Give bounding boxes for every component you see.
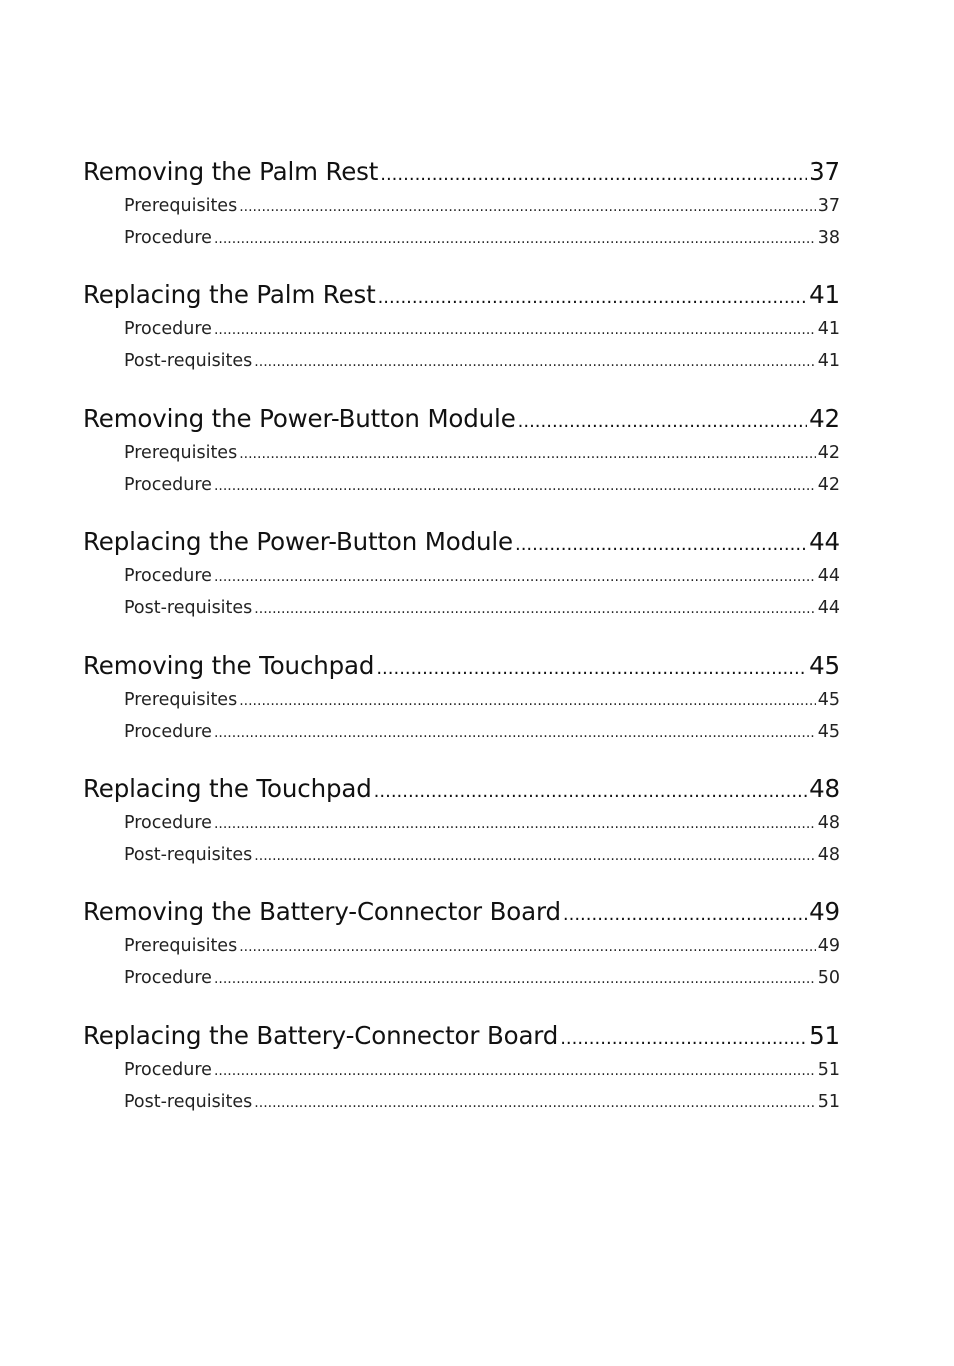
toc-subentry[interactable] bbox=[83, 313, 840, 345]
toc-section bbox=[83, 153, 840, 276]
subentry-label: Prerequisites bbox=[124, 196, 238, 216]
subentry-label: Procedure bbox=[124, 319, 212, 340]
page-number: 44 bbox=[817, 598, 840, 619]
dot-leader bbox=[254, 840, 815, 872]
dot-leader bbox=[214, 314, 816, 346]
subentry-label: Post-requisites bbox=[124, 1091, 253, 1112]
page-number: 49 bbox=[809, 897, 840, 927]
toc-subentry[interactable] bbox=[83, 807, 840, 839]
subentry-label: Prerequisites bbox=[124, 936, 238, 957]
dot-leader bbox=[254, 593, 815, 625]
section-title: Replacing the Battery-Connector Board bbox=[83, 1020, 559, 1050]
section-title: Removing the Touchpad bbox=[83, 650, 375, 680]
section-title: Removing the Battery-Connector Board bbox=[83, 897, 561, 927]
toc-section bbox=[83, 770, 840, 893]
page-number: 49 bbox=[817, 936, 840, 957]
dot-leader bbox=[254, 1087, 815, 1119]
page-number: 41 bbox=[817, 351, 840, 372]
page-number: 37 bbox=[809, 157, 840, 186]
dot-leader bbox=[214, 717, 816, 749]
toc-section-heading[interactable] bbox=[83, 153, 840, 190]
toc-section bbox=[83, 276, 840, 399]
toc-section bbox=[83, 647, 840, 770]
toc-subentry[interactable] bbox=[83, 930, 840, 962]
section-title: Replacing the Palm Rest bbox=[83, 280, 376, 310]
dot-leader bbox=[560, 1020, 807, 1057]
toc-subentry[interactable] bbox=[83, 437, 840, 469]
dot-leader bbox=[518, 403, 807, 440]
dot-leader bbox=[214, 470, 816, 502]
subentry-label: Procedure bbox=[124, 812, 212, 833]
toc-section-heading[interactable] bbox=[83, 1017, 840, 1054]
toc-subentry[interactable] bbox=[83, 345, 840, 377]
toc-section bbox=[83, 1017, 840, 1140]
page-number: 50 bbox=[817, 968, 840, 989]
dot-leader bbox=[239, 931, 816, 963]
toc-subentry[interactable] bbox=[83, 1054, 840, 1086]
table-of-contents bbox=[83, 153, 840, 1140]
toc-subentry[interactable] bbox=[83, 716, 840, 748]
dot-leader bbox=[380, 156, 807, 193]
subentry-label: Procedure bbox=[124, 721, 212, 742]
toc-section-heading[interactable] bbox=[83, 647, 840, 684]
page-number: 38 bbox=[817, 228, 840, 248]
toc-subentry[interactable] bbox=[83, 962, 840, 994]
dot-leader bbox=[254, 346, 815, 378]
subentry-label: Post-requisites bbox=[124, 351, 253, 372]
subentry-label: Post-requisites bbox=[124, 844, 253, 865]
page-number: 41 bbox=[817, 319, 840, 340]
subentry-label: Procedure bbox=[124, 566, 212, 587]
page-number: 44 bbox=[817, 566, 840, 587]
page-number: 37 bbox=[817, 196, 840, 216]
toc-subentry[interactable] bbox=[83, 190, 840, 222]
dot-leader bbox=[214, 561, 816, 593]
subentry-label: Procedure bbox=[124, 968, 212, 989]
page-number: 41 bbox=[809, 280, 840, 310]
section-title: Removing the Power-Button Module bbox=[83, 403, 516, 433]
toc-section-heading[interactable] bbox=[83, 400, 840, 437]
subentry-label: Prerequisites bbox=[124, 689, 238, 710]
dot-leader bbox=[515, 526, 807, 563]
subentry-label: Prerequisites bbox=[124, 442, 238, 463]
page-number: 44 bbox=[809, 527, 840, 557]
toc-subentry[interactable] bbox=[83, 684, 840, 716]
toc-subentry[interactable] bbox=[83, 592, 840, 624]
toc-section-heading[interactable] bbox=[83, 523, 840, 560]
section-title: Removing the Palm Rest bbox=[83, 157, 379, 186]
toc-section bbox=[83, 893, 840, 1016]
toc-section-heading[interactable] bbox=[83, 893, 840, 930]
toc-section bbox=[83, 400, 840, 523]
page-number: 45 bbox=[817, 721, 840, 742]
page-number: 45 bbox=[809, 650, 840, 680]
toc-section bbox=[83, 523, 840, 646]
dot-leader bbox=[239, 685, 816, 717]
dot-leader bbox=[214, 808, 816, 840]
subentry-label: Procedure bbox=[124, 474, 212, 495]
dot-leader bbox=[239, 438, 816, 470]
toc-subentry[interactable] bbox=[83, 839, 840, 871]
page-number: 48 bbox=[809, 773, 840, 803]
dot-leader bbox=[214, 1055, 816, 1087]
section-title: Replacing the Touchpad bbox=[83, 773, 372, 803]
dot-leader bbox=[214, 223, 816, 255]
page-number: 48 bbox=[817, 812, 840, 833]
page-number: 51 bbox=[809, 1020, 840, 1050]
dot-leader bbox=[374, 773, 807, 810]
subentry-label: Post-requisites bbox=[124, 598, 253, 619]
toc-subentry[interactable] bbox=[83, 222, 840, 254]
dot-leader bbox=[376, 650, 807, 687]
subentry-label: Procedure bbox=[124, 1059, 212, 1080]
dot-leader bbox=[239, 191, 816, 223]
dot-leader bbox=[214, 963, 816, 995]
toc-subentry[interactable] bbox=[83, 560, 840, 592]
page-number: 45 bbox=[817, 689, 840, 710]
toc-subentry[interactable] bbox=[83, 469, 840, 501]
toc-section-heading[interactable] bbox=[83, 276, 840, 313]
dot-leader bbox=[563, 896, 807, 933]
page-number: 42 bbox=[817, 474, 840, 495]
subentry-label: Procedure bbox=[124, 228, 212, 248]
page-number: 51 bbox=[817, 1091, 840, 1112]
page-number: 51 bbox=[817, 1059, 840, 1080]
toc-section-heading[interactable] bbox=[83, 770, 840, 807]
page-number: 42 bbox=[809, 403, 840, 433]
page-number: 42 bbox=[817, 442, 840, 463]
page-number: 48 bbox=[817, 844, 840, 865]
toc-subentry[interactable] bbox=[83, 1086, 840, 1118]
dot-leader bbox=[378, 279, 808, 316]
section-title: Replacing the Power-Button Module bbox=[83, 527, 513, 557]
